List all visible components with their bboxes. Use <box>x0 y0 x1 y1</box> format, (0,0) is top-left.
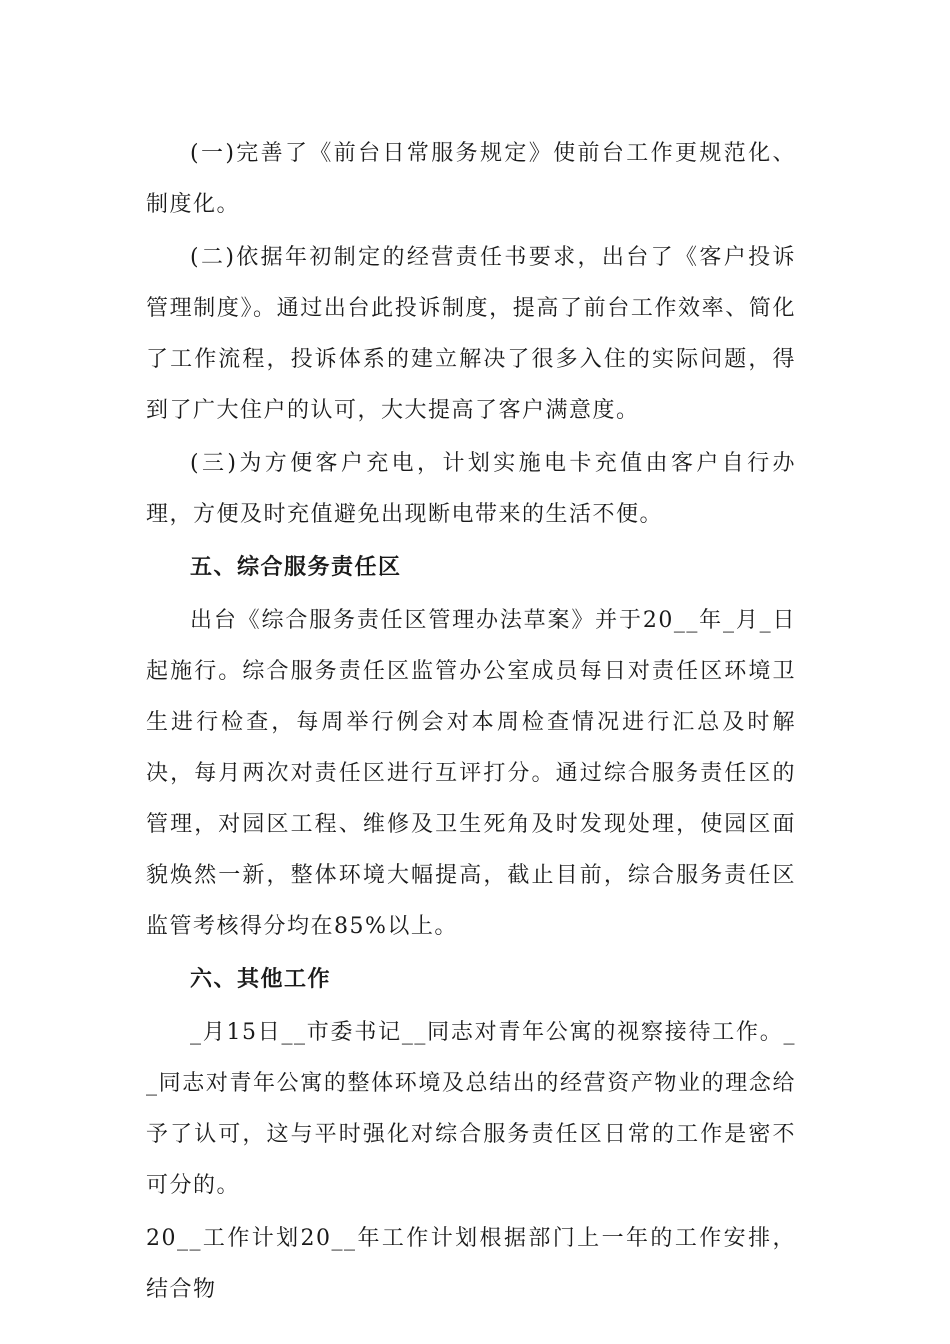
paragraph-front-desk-rules: (一)完善了《前台日常服务规定》使前台工作更规范化、制度化。 <box>146 141 796 217</box>
paragraph-work-plan: 20__工作计划20__年工作计划根据部门上一年的工作安排，结合物 <box>146 1226 796 1302</box>
paragraph-complaint-system: (二)依据年初制定的经营责任书要求，出台了《客户投诉管理制度》。通过出台此投诉制度，提高了前台工作效率、简化了工作流程，投诉体系的建立解决了很多入住的实际问题，得到了广大住户的认可，大大提高了客户满意度。 <box>146 245 796 423</box>
document-body <box>146 128 796 1317</box>
section-heading-other-work: 六、其他工作 <box>190 966 332 992</box>
paragraph-card-recharge: (三)为方便客户充电，计划实施电卡充值由客户自行办理，方便及时充值避免出现断电带来的生活不便。 <box>146 451 796 527</box>
paragraph-service-zone: 出台《综合服务责任区管理办法草案》并于20__年_月_日起施行。综合服务责任区监管办公室成员每日对责任区环境卫生进行检查，每周举行例会对本周检查情况进行汇总及时解决，每月两次对责任区进行互评打分。通过综合服务责任区的管理，对园区工程、维修及卫生死角及时发现处理，使园区面貌焕然一新，整体环境大幅提高，截止目前，综合服务责任区监管考核得分均在85%以上。 <box>146 608 796 939</box>
section-heading-service-zone: 五、综合服务责任区 <box>190 554 402 580</box>
paragraph-inspection-visit: _月15日__市委书记__同志对青年公寓的视察接待工作。__同志对青年公寓的整体环境及总结出的经营资产物业的理念给予了认可，这与平时强化对综合服务责任区日常的工作是密不可分的。 <box>146 1020 796 1198</box>
